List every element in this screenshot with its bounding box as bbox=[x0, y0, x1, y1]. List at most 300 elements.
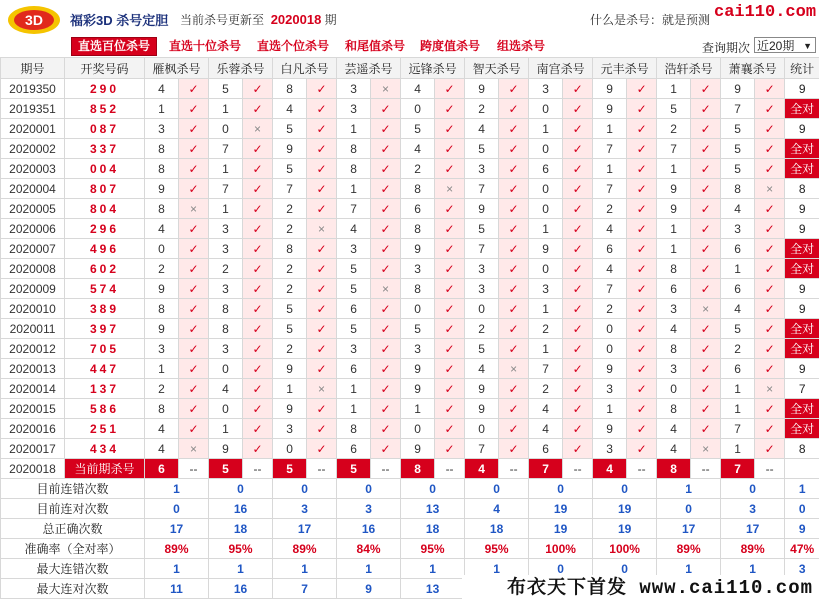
kill-number-cell: 7 bbox=[337, 199, 371, 219]
check-icon: ✓ bbox=[499, 119, 529, 139]
kill-number-cell: 2 bbox=[145, 379, 179, 399]
kill-number-cell: 3 bbox=[145, 339, 179, 359]
check-icon: ✓ bbox=[435, 259, 465, 279]
col-expert: 雁枫杀号 bbox=[145, 58, 209, 79]
summary-value-cell: 16 bbox=[209, 499, 273, 519]
kill-number-cell: 8 bbox=[657, 339, 691, 359]
summary-value-cell: 13 bbox=[401, 579, 465, 599]
table-row bbox=[1, 239, 819, 259]
kill-number-cell: 9 bbox=[657, 179, 691, 199]
tab-units[interactable]: 直选个位杀号 bbox=[257, 39, 330, 53]
kill-number-cell: 2 bbox=[529, 319, 563, 339]
table-row bbox=[1, 379, 819, 399]
check-icon: ✓ bbox=[627, 79, 657, 99]
kill-number-cell: 0 bbox=[209, 399, 243, 419]
kill-number-cell: 2 bbox=[593, 299, 627, 319]
check-icon: ✓ bbox=[371, 219, 401, 239]
check-icon: ✓ bbox=[691, 259, 721, 279]
check-icon: ✓ bbox=[627, 339, 657, 359]
check-icon: ✓ bbox=[499, 339, 529, 359]
draw-number-cell: 804 bbox=[65, 199, 145, 219]
check-icon: ✓ bbox=[499, 439, 529, 459]
summary-value-cell: 16 bbox=[337, 519, 401, 539]
kill-number-cell: 4 bbox=[273, 99, 307, 119]
check-icon: ✓ bbox=[755, 219, 785, 239]
kill-number-cell: 6 bbox=[529, 439, 563, 459]
logo-text: 3D bbox=[25, 12, 43, 28]
table-row bbox=[1, 259, 819, 279]
kill-number-cell: 3 bbox=[145, 119, 179, 139]
period-cell: 2020014 bbox=[1, 379, 65, 399]
kill-number-cell: 9 bbox=[465, 79, 499, 99]
check-icon: ✓ bbox=[179, 339, 209, 359]
site-logo[interactable]: cai110.com bbox=[714, 3, 817, 22]
kill-number-cell: 9 bbox=[721, 79, 755, 99]
kill-number-cell: 7 bbox=[721, 99, 755, 119]
current-kill-cell: 8 bbox=[657, 459, 691, 479]
tab-span[interactable]: 跨度值杀号 bbox=[420, 39, 481, 53]
check-icon: ✓ bbox=[755, 79, 785, 99]
current-kill-cell: 5 bbox=[209, 459, 243, 479]
kill-number-cell: 5 bbox=[337, 319, 371, 339]
check-icon: ✓ bbox=[243, 319, 273, 339]
kill-number-cell: 5 bbox=[721, 159, 755, 179]
check-icon: ✓ bbox=[179, 359, 209, 379]
kill-number-cell: 1 bbox=[657, 79, 691, 99]
kill-number-cell: 8 bbox=[209, 299, 243, 319]
summary-value-cell: 95% bbox=[465, 539, 529, 559]
summary-value-cell: 1 bbox=[721, 559, 785, 579]
kill-number-cell: 3 bbox=[529, 79, 563, 99]
draw-number-cell: 705 bbox=[65, 339, 145, 359]
summary-value-cell: 16 bbox=[209, 579, 273, 599]
kill-number-cell: 9 bbox=[529, 239, 563, 259]
check-icon: ✓ bbox=[243, 139, 273, 159]
check-icon: ✓ bbox=[435, 359, 465, 379]
summary-value-cell: 0 bbox=[273, 479, 337, 499]
check-icon: ✓ bbox=[243, 259, 273, 279]
summary-value-cell: 1 bbox=[337, 559, 401, 579]
kill-number-cell: 3 bbox=[209, 219, 243, 239]
check-icon: ✓ bbox=[179, 139, 209, 159]
summary-row bbox=[1, 519, 819, 539]
kill-number-cell: 1 bbox=[401, 399, 435, 419]
kill-number-cell: 4 bbox=[721, 299, 755, 319]
stat-cell: 全对 bbox=[785, 319, 819, 339]
period-cell: 2020001 bbox=[1, 119, 65, 139]
check-icon: ✓ bbox=[371, 419, 401, 439]
chevron-down-icon: ▼ bbox=[803, 41, 812, 51]
check-icon: ✓ bbox=[755, 119, 785, 139]
check-icon: ✓ bbox=[755, 439, 785, 459]
check-icon: ✓ bbox=[179, 379, 209, 399]
summary-value-cell: 17 bbox=[273, 519, 337, 539]
check-icon: ✓ bbox=[563, 199, 593, 219]
kill-number-cell: 9 bbox=[593, 99, 627, 119]
draw-number-cell: 397 bbox=[65, 319, 145, 339]
kill-number-cell: 1 bbox=[657, 219, 691, 239]
kill-number-cell: 5 bbox=[721, 139, 755, 159]
check-icon: ✓ bbox=[563, 279, 593, 299]
stat-cell: 9 bbox=[785, 279, 819, 299]
stat-cell: 全对 bbox=[785, 419, 819, 439]
kill-number-cell: 9 bbox=[593, 419, 627, 439]
check-icon: ✓ bbox=[307, 279, 337, 299]
kill-number-cell: 9 bbox=[401, 439, 435, 459]
check-icon: ✓ bbox=[691, 239, 721, 259]
period-select[interactable] bbox=[754, 37, 816, 53]
stat-cell: 8 bbox=[785, 439, 819, 459]
check-icon: ✓ bbox=[755, 319, 785, 339]
check-icon: ✓ bbox=[691, 119, 721, 139]
kill-number-cell: 2 bbox=[273, 199, 307, 219]
period-cell: 2020013 bbox=[1, 359, 65, 379]
check-icon: ✓ bbox=[563, 159, 593, 179]
check-icon: ✓ bbox=[563, 219, 593, 239]
kill-number-cell: 9 bbox=[593, 79, 627, 99]
check-icon: ✓ bbox=[563, 79, 593, 99]
check-icon: ✓ bbox=[755, 259, 785, 279]
summary-label-cell: 总正确次数 bbox=[1, 519, 145, 539]
check-icon: ✓ bbox=[499, 319, 529, 339]
check-icon: ✓ bbox=[755, 399, 785, 419]
kill-number-cell: 5 bbox=[273, 319, 307, 339]
table-row bbox=[1, 359, 819, 379]
period-cell: 2020018 bbox=[1, 459, 65, 479]
check-icon: ✓ bbox=[179, 219, 209, 239]
check-icon: ✓ bbox=[563, 419, 593, 439]
kill-number-cell: 3 bbox=[209, 279, 243, 299]
summary-value-cell: 1 bbox=[145, 559, 209, 579]
kill-number-cell: 9 bbox=[401, 239, 435, 259]
check-icon: ✓ bbox=[755, 279, 785, 299]
check-icon: ✓ bbox=[371, 259, 401, 279]
summary-value-cell: 89% bbox=[145, 539, 209, 559]
check-icon: ✓ bbox=[371, 139, 401, 159]
period-cell: 2020007 bbox=[1, 239, 65, 259]
period-cell: 2020016 bbox=[1, 419, 65, 439]
kill-number-cell: 4 bbox=[529, 399, 563, 419]
summary-value-cell: 18 bbox=[465, 519, 529, 539]
check-icon: ✓ bbox=[435, 399, 465, 419]
period-selected: 近20期 bbox=[757, 39, 795, 53]
check-icon: ✓ bbox=[563, 139, 593, 159]
kill-number-cell: 8 bbox=[145, 299, 179, 319]
check-icon: ✓ bbox=[499, 99, 529, 119]
kill-number-cell: 0 bbox=[593, 339, 627, 359]
kill-number-cell: 8 bbox=[401, 219, 435, 239]
check-icon: ✓ bbox=[691, 99, 721, 119]
check-icon: ✓ bbox=[179, 79, 209, 99]
kill-number-cell: 5 bbox=[273, 119, 307, 139]
check-icon: ✓ bbox=[627, 139, 657, 159]
period-cell: 2020011 bbox=[1, 319, 65, 339]
check-icon: ✓ bbox=[755, 99, 785, 119]
check-icon: ✓ bbox=[755, 419, 785, 439]
check-icon: ✓ bbox=[243, 299, 273, 319]
kill-number-cell: 9 bbox=[465, 399, 499, 419]
summary-row bbox=[1, 499, 819, 519]
summary-value-cell: 0 bbox=[593, 559, 657, 579]
check-icon: ✓ bbox=[563, 439, 593, 459]
check-icon: ✓ bbox=[691, 319, 721, 339]
check-icon: ✓ bbox=[371, 339, 401, 359]
check-icon: ✓ bbox=[499, 139, 529, 159]
check-icon: ✓ bbox=[691, 279, 721, 299]
kill-number-cell: 2 bbox=[209, 259, 243, 279]
kill-number-cell: 3 bbox=[465, 259, 499, 279]
col-expert: 远锋杀号 bbox=[401, 58, 465, 79]
tab-tens[interactable]: 直选十位杀号 bbox=[169, 39, 242, 53]
kill-number-cell: 7 bbox=[721, 419, 755, 439]
kill-number-cell: 2 bbox=[657, 119, 691, 139]
kill-number-cell: 2 bbox=[465, 319, 499, 339]
kill-number-cell: 1 bbox=[145, 99, 179, 119]
kill-number-cell: 1 bbox=[209, 99, 243, 119]
check-icon: ✓ bbox=[243, 419, 273, 439]
stat-cell: 全对 bbox=[785, 339, 819, 359]
kill-number-cell: 3 bbox=[337, 339, 371, 359]
kill-number-cell: 9 bbox=[401, 379, 435, 399]
col-expert: 南宫杀号 bbox=[529, 58, 593, 79]
cross-icon: × bbox=[371, 79, 401, 99]
dash-cell: -- bbox=[243, 459, 273, 479]
kill-number-cell: 1 bbox=[209, 419, 243, 439]
check-icon: ✓ bbox=[755, 359, 785, 379]
check-icon: ✓ bbox=[307, 439, 337, 459]
summary-row bbox=[1, 539, 819, 559]
check-icon: ✓ bbox=[435, 219, 465, 239]
kill-number-cell: 0 bbox=[529, 199, 563, 219]
summary-value-cell: 3 bbox=[273, 499, 337, 519]
kill-number-cell: 5 bbox=[337, 259, 371, 279]
summary-value-cell: 1 bbox=[401, 559, 465, 579]
check-icon: ✓ bbox=[563, 239, 593, 259]
check-icon: ✓ bbox=[563, 179, 593, 199]
table-row bbox=[1, 219, 819, 239]
check-icon: ✓ bbox=[243, 279, 273, 299]
col-expert: 元丰杀号 bbox=[593, 58, 657, 79]
table-row bbox=[1, 139, 819, 159]
check-icon: ✓ bbox=[371, 99, 401, 119]
kill-number-cell: 3 bbox=[209, 339, 243, 359]
table-row bbox=[1, 159, 819, 179]
stat-cell: 全对 bbox=[785, 399, 819, 419]
summary-value-cell: 17 bbox=[145, 519, 209, 539]
check-icon: ✓ bbox=[179, 159, 209, 179]
check-icon: ✓ bbox=[435, 339, 465, 359]
check-icon: ✓ bbox=[627, 259, 657, 279]
kill-number-cell: 7 bbox=[529, 359, 563, 379]
dash-cell: -- bbox=[691, 459, 721, 479]
check-icon: ✓ bbox=[691, 359, 721, 379]
brand-title: 福彩3D 杀号定胆 bbox=[70, 13, 169, 28]
table-body bbox=[1, 79, 819, 599]
kill-number-cell: 9 bbox=[273, 359, 307, 379]
kill-number-cell: 9 bbox=[145, 179, 179, 199]
current-kill-cell: 5 bbox=[273, 459, 307, 479]
kill-number-cell: 9 bbox=[593, 359, 627, 379]
check-icon: ✓ bbox=[179, 239, 209, 259]
summary-value-cell: 0 bbox=[657, 499, 721, 519]
kill-number-cell: 0 bbox=[529, 179, 563, 199]
summary-value-cell: 4 bbox=[465, 499, 529, 519]
logo-icon bbox=[6, 2, 66, 36]
check-icon: ✓ bbox=[371, 439, 401, 459]
check-icon: ✓ bbox=[371, 119, 401, 139]
summary-value-cell: 100% bbox=[529, 539, 593, 559]
summary-label-cell: 准确率（全对率） bbox=[1, 539, 145, 559]
check-icon: ✓ bbox=[755, 339, 785, 359]
check-icon: ✓ bbox=[627, 99, 657, 119]
kill-number-cell: 1 bbox=[593, 399, 627, 419]
tab-sum-tail[interactable]: 和尾值杀号 bbox=[345, 39, 406, 53]
check-icon: ✓ bbox=[179, 259, 209, 279]
check-icon: ✓ bbox=[179, 319, 209, 339]
period-cell: 2020017 bbox=[1, 439, 65, 459]
kill-number-cell: 0 bbox=[401, 299, 435, 319]
kill-number-cell: 9 bbox=[273, 399, 307, 419]
check-icon: ✓ bbox=[179, 279, 209, 299]
check-icon: ✓ bbox=[243, 239, 273, 259]
kill-number-cell: 3 bbox=[721, 219, 755, 239]
kill-number-cell: 3 bbox=[657, 299, 691, 319]
kill-number-cell: 3 bbox=[593, 379, 627, 399]
check-icon: ✓ bbox=[563, 339, 593, 359]
check-icon: ✓ bbox=[755, 299, 785, 319]
check-icon: ✓ bbox=[307, 319, 337, 339]
kill-number-cell: 1 bbox=[721, 379, 755, 399]
cross-icon: × bbox=[243, 119, 273, 139]
check-icon: ✓ bbox=[307, 339, 337, 359]
kill-number-cell: 4 bbox=[657, 419, 691, 439]
kill-number-cell: 8 bbox=[401, 179, 435, 199]
kill-number-cell: 4 bbox=[465, 119, 499, 139]
kill-number-cell: 0 bbox=[401, 99, 435, 119]
dash-cell: -- bbox=[307, 459, 337, 479]
summary-value-cell: 0 bbox=[529, 479, 593, 499]
update-suffix: 期 bbox=[324, 13, 337, 27]
current-kill-cell: 7 bbox=[529, 459, 563, 479]
kill-number-cell: 2 bbox=[273, 259, 307, 279]
draw-number-cell: 852 bbox=[65, 99, 145, 119]
check-icon: ✓ bbox=[627, 319, 657, 339]
kill-number-cell: 2 bbox=[529, 379, 563, 399]
kill-number-cell: 4 bbox=[593, 219, 627, 239]
summary-value-cell: 89% bbox=[273, 539, 337, 559]
check-icon: ✓ bbox=[435, 299, 465, 319]
kill-number-cell: 8 bbox=[145, 159, 179, 179]
tab-hundreds[interactable]: 直选百位杀号 bbox=[71, 37, 157, 56]
check-icon: ✓ bbox=[307, 99, 337, 119]
check-icon: ✓ bbox=[307, 299, 337, 319]
kill-number-cell: 4 bbox=[145, 439, 179, 459]
current-kill-cell: 5 bbox=[337, 459, 371, 479]
kill-number-cell: 0 bbox=[209, 359, 243, 379]
check-icon: ✓ bbox=[563, 399, 593, 419]
summary-value-cell: 3 bbox=[337, 499, 401, 519]
summary-value-cell: 17 bbox=[657, 519, 721, 539]
kill-number-cell: 5 bbox=[209, 79, 243, 99]
kill-number-cell: 3 bbox=[337, 99, 371, 119]
check-icon: ✓ bbox=[179, 419, 209, 439]
kill-number-cell: 8 bbox=[209, 319, 243, 339]
kill-number-cell: 7 bbox=[657, 139, 691, 159]
check-icon: ✓ bbox=[179, 299, 209, 319]
current-kill-cell: 4 bbox=[465, 459, 499, 479]
kill-number-cell: 5 bbox=[401, 119, 435, 139]
dash-cell: -- bbox=[755, 459, 785, 479]
kill-number-cell: 4 bbox=[465, 359, 499, 379]
what-is-link[interactable]: 什么是杀号：就是预测 bbox=[590, 13, 711, 27]
summary-value-cell: 1 bbox=[273, 559, 337, 579]
stat-cell: 9 bbox=[785, 79, 819, 99]
draw-number-cell: 586 bbox=[65, 399, 145, 419]
check-icon: ✓ bbox=[499, 79, 529, 99]
kill-number-cell: 3 bbox=[529, 279, 563, 299]
summary-value-cell: 19 bbox=[529, 519, 593, 539]
summary-value-cell: 0 bbox=[209, 479, 273, 499]
kill-number-cell: 8 bbox=[145, 199, 179, 219]
kill-number-cell: 4 bbox=[337, 219, 371, 239]
kill-number-cell: 7 bbox=[209, 139, 243, 159]
summary-value-cell: 89% bbox=[721, 539, 785, 559]
summary-value-cell: 1 bbox=[145, 479, 209, 499]
summary-value-cell: 17 bbox=[721, 519, 785, 539]
check-icon: ✓ bbox=[243, 359, 273, 379]
summary-stat-cell: 3 bbox=[785, 559, 819, 579]
kill-number-cell: 0 bbox=[273, 439, 307, 459]
summary-value-cell: 95% bbox=[401, 539, 465, 559]
col-expert: 芸遥杀号 bbox=[337, 58, 401, 79]
kill-number-cell: 7 bbox=[593, 139, 627, 159]
kill-number-cell: 4 bbox=[657, 319, 691, 339]
period-cell: 2020010 bbox=[1, 299, 65, 319]
kill-number-cell: 1 bbox=[209, 199, 243, 219]
kill-number-cell: 5 bbox=[721, 119, 755, 139]
check-icon: ✓ bbox=[371, 399, 401, 419]
check-icon: ✓ bbox=[243, 399, 273, 419]
check-icon: ✓ bbox=[499, 179, 529, 199]
summary-value-cell: 9 bbox=[337, 579, 401, 599]
check-icon: ✓ bbox=[371, 179, 401, 199]
kill-number-cell: 9 bbox=[209, 439, 243, 459]
kill-number-cell: 0 bbox=[465, 419, 499, 439]
check-icon: ✓ bbox=[243, 179, 273, 199]
period-cell: 2020008 bbox=[1, 259, 65, 279]
check-icon: ✓ bbox=[499, 159, 529, 179]
check-icon: ✓ bbox=[627, 199, 657, 219]
period-cell: 2020009 bbox=[1, 279, 65, 299]
cross-icon: × bbox=[691, 439, 721, 459]
kill-number-cell: 6 bbox=[721, 359, 755, 379]
check-icon: ✓ bbox=[243, 379, 273, 399]
summary-value-cell: 18 bbox=[209, 519, 273, 539]
check-icon: ✓ bbox=[755, 159, 785, 179]
summary-value-cell: 0 bbox=[337, 479, 401, 499]
kill-number-cell: 6 bbox=[337, 359, 371, 379]
check-icon: ✓ bbox=[435, 199, 465, 219]
kill-number-cell: 6 bbox=[401, 199, 435, 219]
table-row bbox=[1, 319, 819, 339]
tab-bar bbox=[0, 36, 819, 56]
tab-group[interactable]: 组选杀号 bbox=[497, 39, 546, 53]
period-cell: 2020002 bbox=[1, 139, 65, 159]
kill-number-cell: 9 bbox=[465, 379, 499, 399]
dash-cell: -- bbox=[627, 459, 657, 479]
check-icon: ✓ bbox=[627, 299, 657, 319]
kill-number-cell: 0 bbox=[145, 239, 179, 259]
